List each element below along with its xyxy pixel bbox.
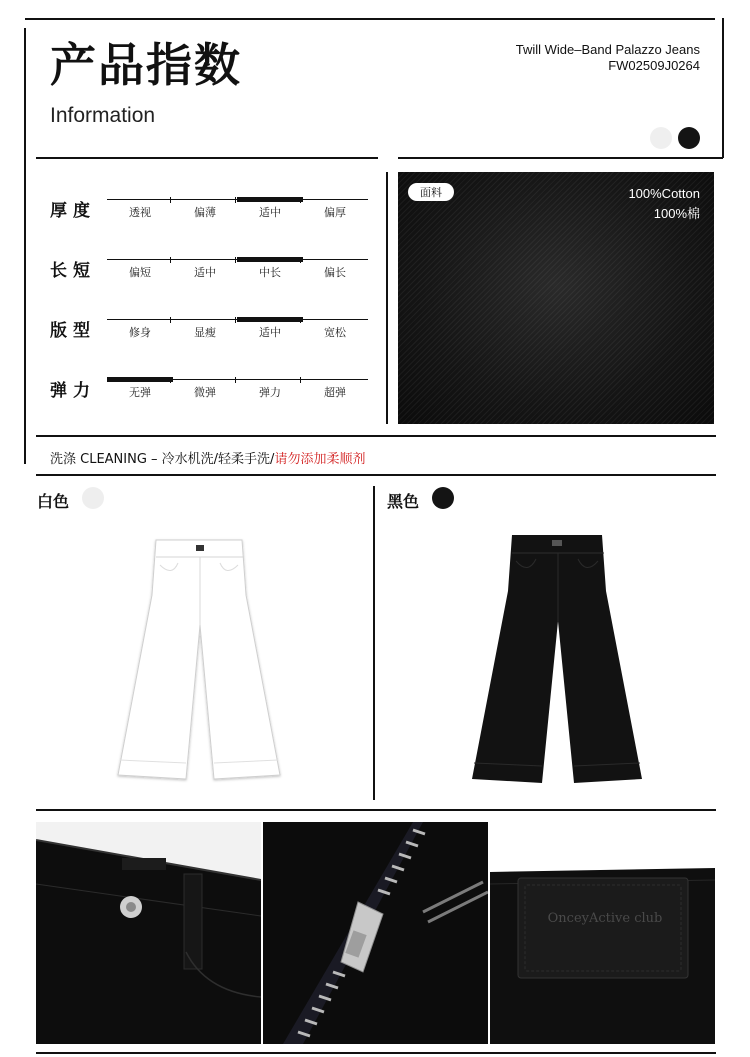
metric-option[interactable] [107, 259, 173, 281]
page-subtitle: Information [50, 104, 156, 127]
metric-option-label: 偏厚 [324, 206, 346, 219]
cleaning-top-line [36, 435, 716, 437]
metric-option-bar [237, 257, 303, 262]
composition-cn: 100%棉 [653, 206, 700, 221]
color-dot-white[interactable] [82, 487, 104, 509]
product-info [516, 42, 700, 74]
metric-option-bar [107, 259, 173, 260]
product-name: Twill Wide–Band Palazzo Jeans [515, 42, 700, 57]
metric-tick [170, 377, 171, 383]
divider-left [36, 157, 378, 159]
top-border [25, 18, 715, 20]
metric-tick [300, 257, 301, 263]
metric-label: 版型 [50, 321, 96, 341]
metric-option[interactable] [107, 319, 173, 341]
metric-option-label: 偏短 [129, 266, 151, 279]
color-dot-black[interactable] [432, 487, 454, 509]
metric-option[interactable] [107, 199, 173, 221]
metric-option[interactable] [172, 199, 238, 221]
fabric-composition [628, 184, 700, 224]
cleaning-warning: 请勿添加柔顺剂 [274, 452, 366, 467]
metric-option-label: 偏薄 [194, 206, 216, 219]
cleaning-bottom-line [36, 474, 716, 476]
metric-option[interactable] [302, 259, 368, 281]
metric-option-label: 偏长 [324, 266, 346, 279]
metric-option-bar [107, 199, 173, 200]
cleaning-text: 洗涤 CLEANING – 冷水机洗/轻柔手洗/ [50, 452, 275, 467]
metric-option-label: 适中 [194, 266, 216, 279]
fabric-tag: 面料 [408, 183, 454, 201]
metric-option-bar [172, 319, 238, 320]
metric-option-label: 宽松 [324, 326, 346, 339]
divider-right [398, 157, 723, 159]
metric-tick [300, 197, 301, 203]
product-code: FW02509J0264 [608, 58, 700, 73]
metric-option-bar [172, 379, 238, 380]
metric-option[interactable] [172, 319, 238, 341]
metric-tick [170, 197, 171, 203]
metric-option-label: 微弹 [194, 386, 216, 399]
metric-option-label: 透视 [129, 206, 151, 219]
metric-option-label: 修身 [129, 326, 151, 339]
details-top-line [36, 809, 716, 811]
detail-waistband-image [36, 822, 261, 1044]
metric-option-bar [107, 377, 173, 382]
metric-option-label: 无弹 [129, 386, 151, 399]
metric-option-bar [302, 379, 368, 380]
metric-option-bar [302, 259, 368, 260]
metric-tick [300, 377, 301, 383]
detail-zipper-image [263, 822, 488, 1044]
jeans-white-image [110, 535, 290, 785]
metric-label: 弹力 [50, 381, 96, 401]
fabric-image [398, 172, 714, 424]
metric-option-label: 适中 [259, 326, 281, 339]
metric-tick [300, 317, 301, 323]
metric-option-label: 超弹 [324, 386, 346, 399]
metric-label: 厚度 [50, 201, 96, 221]
metric-option-label: 弹力 [259, 386, 281, 399]
detail-label-image [490, 822, 715, 1044]
metric-option[interactable] [302, 319, 368, 341]
metric-option-bar [237, 317, 303, 322]
color-label-white: 白色 [37, 492, 70, 511]
metric-option-bar [237, 379, 303, 380]
metric-option[interactable] [172, 379, 238, 401]
metric-option[interactable] [302, 379, 368, 401]
swatch-black[interactable] [678, 127, 700, 149]
jeans-black-image [468, 533, 648, 785]
metric-option-bar [302, 319, 368, 320]
metric-option[interactable] [237, 379, 303, 401]
metric-tick [235, 257, 236, 263]
metric-tick [170, 317, 171, 323]
metric-option-bar [302, 199, 368, 200]
metric-tick [235, 197, 236, 203]
metric-tick [235, 317, 236, 323]
metric-tick [235, 377, 236, 383]
right-border [722, 18, 724, 158]
metric-option-label: 适中 [259, 206, 281, 219]
metric-option-label: 显瘦 [194, 326, 216, 339]
color-label-black: 黑色 [387, 492, 420, 511]
metric-option[interactable] [302, 199, 368, 221]
color-divider [373, 486, 375, 800]
metric-option-selected[interactable] [107, 379, 173, 401]
metric-option-selected[interactable] [237, 319, 303, 341]
metrics-divider [386, 172, 388, 424]
cleaning-instructions [50, 448, 365, 467]
bottom-line [36, 1052, 716, 1054]
metric-option[interactable] [172, 259, 238, 281]
metric-option-bar [172, 259, 238, 260]
metric-label: 长短 [50, 261, 96, 281]
metric-option-selected[interactable] [237, 259, 303, 281]
composition-en: 100%Cotton [628, 186, 700, 201]
metric-tick [170, 257, 171, 263]
page-title: 产品指数 [50, 38, 242, 92]
leather-label-text: OnceyActive club [547, 911, 663, 926]
swatch-white[interactable] [650, 127, 672, 149]
left-border [24, 28, 26, 464]
metric-option-bar [107, 319, 173, 320]
metric-option-bar [172, 199, 238, 200]
metric-option-label: 中长 [259, 266, 281, 279]
metric-option-bar [237, 197, 303, 202]
metric-option-selected[interactable] [237, 199, 303, 221]
